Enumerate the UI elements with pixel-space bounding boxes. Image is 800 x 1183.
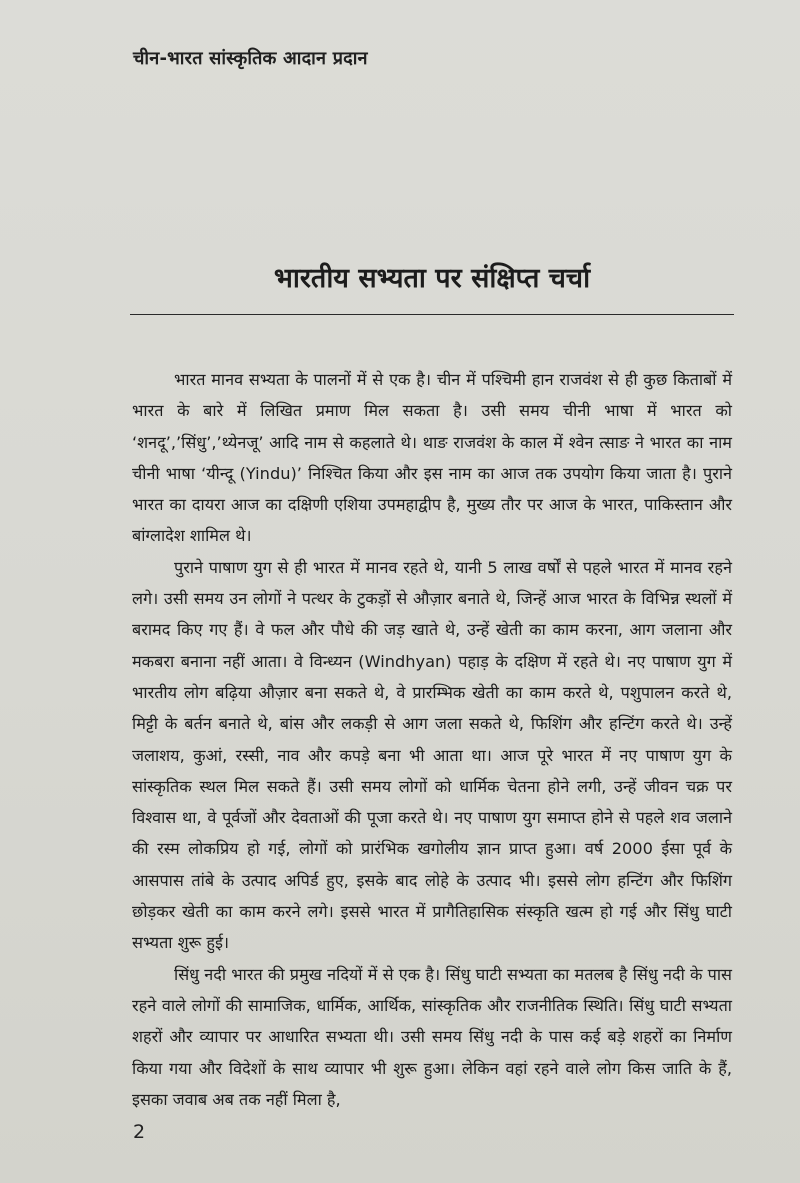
paragraph-3: सिंधु नदी भारत की प्रमुख नदियों में से एक है। सिंधु घाटी सभ्यता का मतलब है सिंधु नदी के पास रहने वाले लोगों की सामाजिक, धार्मिक, आर्थिक, सांस्कृतिक और राजनीतिक स्थिति। सिंधु घाटी सभ्यता शहरों और व्यापार पर आधारित सभ्यता थी। उसी समय सिंधु नदी के पास कई बड़े शहरों का निर्माण किया गया और विदेशों के साथ व्यापार भी शुरू हुआ। लेकिन वहां रहने वाले लोग किस जाति के हैं, इसका जवाब अब तक नहीं मिला है,: [132, 964, 732, 1109]
body-text: [132, 364, 732, 1115]
chapter-title: भारतीय सभ्यता पर संक्षिप्त चर्चा: [273, 263, 591, 294]
paragraph-1: भारत मानव सभ्यता के पालनों में से एक है। चीन में पश्चिमी हान राजवंश से ही कुछ किताबों में भारत के बारे में लिखित प्रमाण मिल सकता है। उसी समय चीनी भाषा में भारत को ‘शनदू’,’सिंधु’,’थ्येनजू’ आदि नाम से कहलाते थे। थाङ राजवंश के काल में श्वेन त्साङ ने भारत का नाम चीनी भाषा ‘यीन्दू (Yindu)’ निश्चित किया और इस नाम का आज तक उपयोग किया जाता है। पुराने भारत का दायरा आज का दक्षिणी एशिया उपमहाद्वीप है, मुख्य तौर पर आज के भारत, पाकिस्तान और बांग्लादेश शामिल थे।: [132, 370, 732, 546]
paragraph-2: पुराने पाषाण युग से ही भारत में मानव रहते थे, यानी 5 लाख वर्षों से पहले भारत में मानव रहने लगे। उसी समय उन लोगों ने पत्थर के टुकड़ों से औज़ार बनाते थे, जिन्हें आज भारत के विभिन्न स्थलों में बरामद किए गए हैं। वे फल और पौधे की जड़ खाते थे, उन्हें खेती का काम करना, आग जलाना और मकबरा बनाना नहीं आता। वे विन्ध्यन (Windhyan) पहाड़ के दक्षिण में रहते थे। नए पाषाण युग में भारतीय लोग बढ़िया औज़ार बना सकते थे, वे प्रारम्भिक खेती का काम करते थे, पशुपालन करते थे, मिट्टी के बर्तन बनाते थे, बांस और लकड़ी से आग जला सकते थे, फिशिंग और हन्टिंग करते थे। उन्हें जलाशय, कुआं, रस्सी, नाव और कपड़े बना भी आता था। आज पूरे भारत में नए पाषाण युग के सांस्कृतिक स्थल मिल सकते हैं। उसी समय लोगों को धार्मिक चेतना होने लगी, उन्हें जीवन चक्र पर विश्वास था, वे पूर्वजों और देवताओं की पूजा करते थे। नए पाषाण युग समाप्त होने से पहले शव जलाने की रस्म लोकप्रिय हो गई, लोगों को प्रारंभिक खगोलीय ज्ञान प्राप्त हुआ। वर्ष 2000 ईसा पूर्व के आसपास तांबे के उत्पाद अपिर्ड हुए, इसके बाद लोहे के उत्पाद भी। इससे लोग हन्टिंग और फिशिंग छोड़कर खेती का काम करने लगे। इससे भारत में प्रागैतिहासिक संस्कृति खत्म हो गई और सिंधु घाटी सभ्यता शुरू हुई।: [132, 557, 732, 953]
page-number: 2: [133, 1121, 146, 1143]
running-header: चीन-भारत सांस्कृतिक आदान प्रदान: [133, 48, 368, 69]
title-underline-rule: [130, 314, 734, 315]
